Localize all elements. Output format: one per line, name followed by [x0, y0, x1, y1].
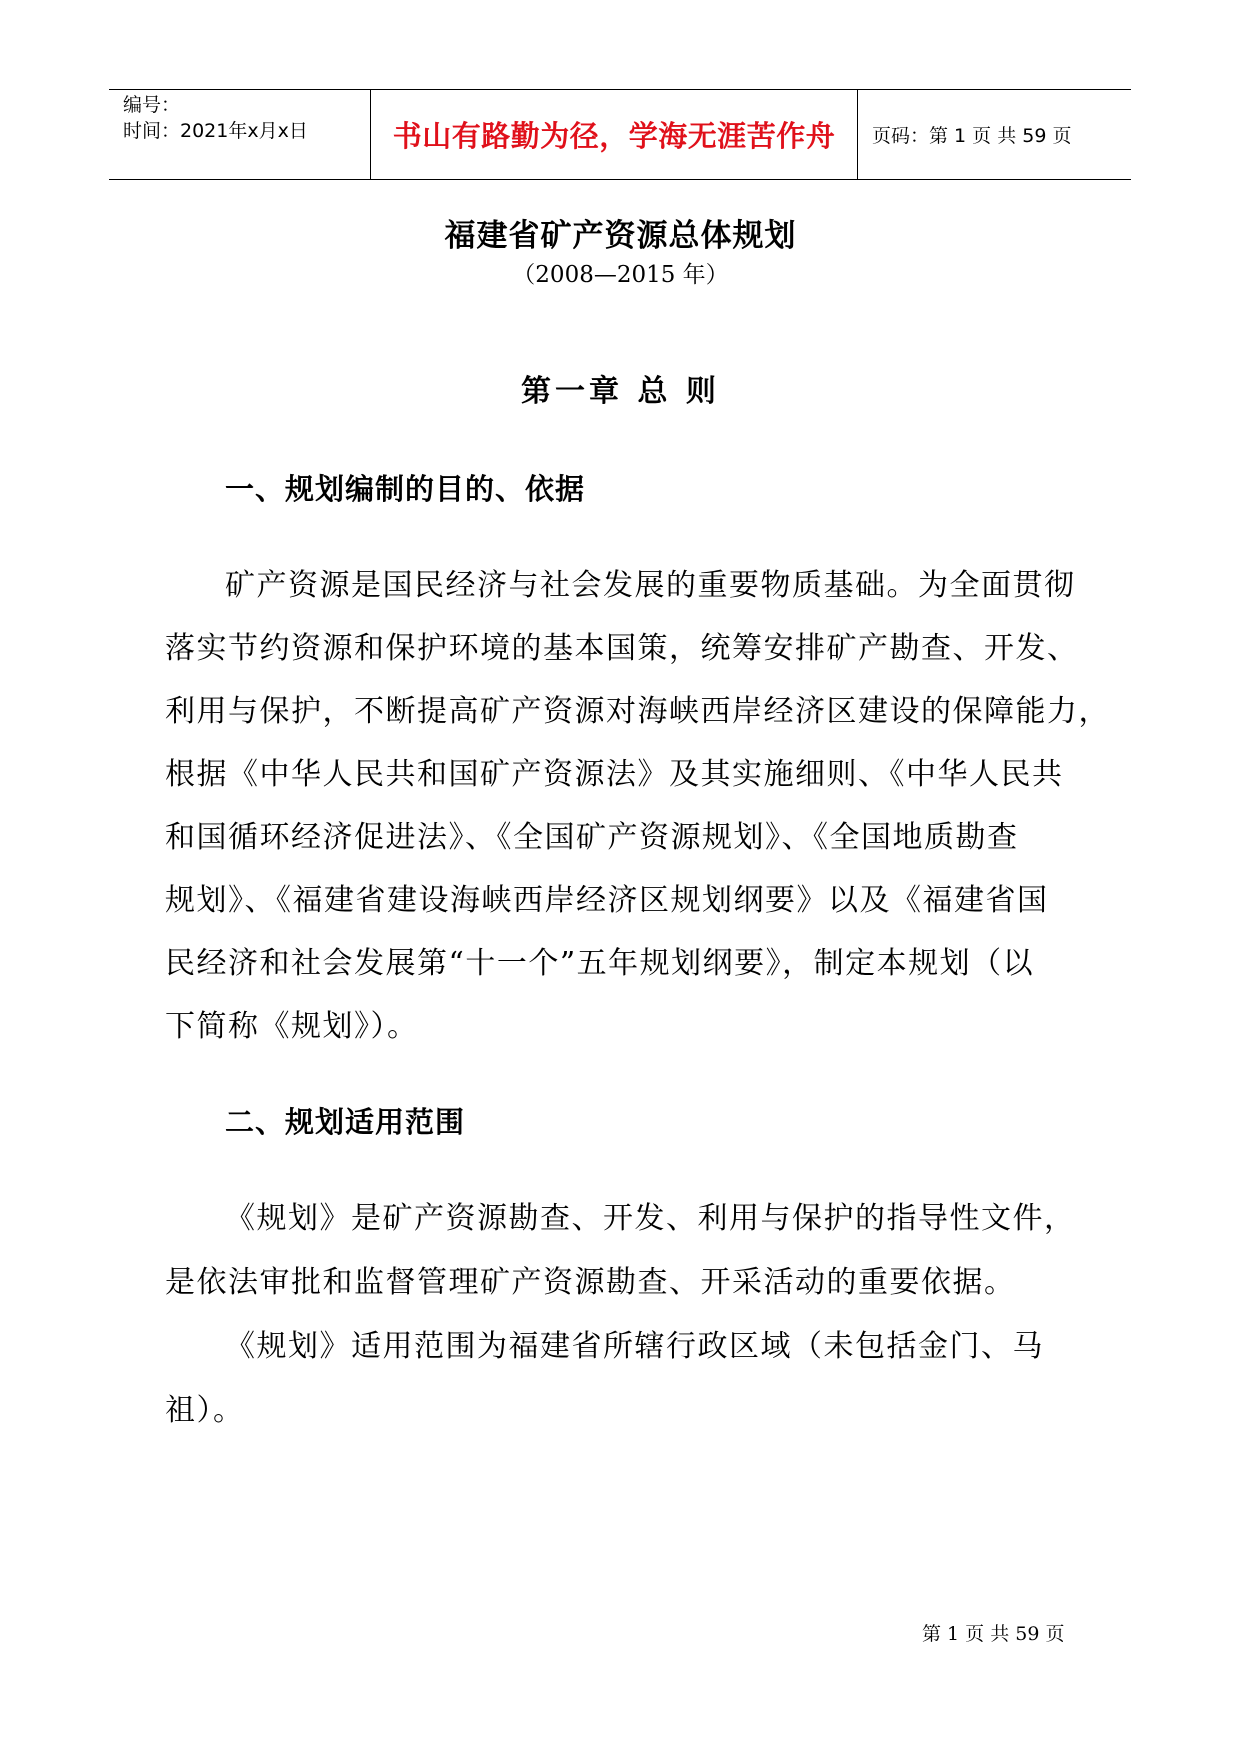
paragraph-line: 根据《中华人民共和国矿产资源法》及其实施细则、《中华人民共 — [165, 757, 1064, 792]
header-page-cell — [858, 90, 1131, 179]
paragraph-line: 下简称《规划》）。 — [165, 1009, 419, 1044]
page-header — [109, 89, 1131, 180]
paragraph-line: 矿产资源是国民经济与社会发展的重要物质基础。为全面贯彻 — [225, 568, 1076, 603]
header-motto: 书山有路勤为径，学海无涯苦作舟 — [392, 119, 836, 153]
header-motto-cell — [371, 90, 858, 179]
document-time-label: 时间：2021年x月x日 — [123, 120, 308, 142]
paragraph-line: 落实节约资源和保护环境的基本国策，统筹安排矿产勘查、开发、 — [165, 631, 1079, 666]
section-heading-1: 一、规划编制的目的、依据 — [225, 472, 586, 506]
paragraph-line: 和国循环经济促进法》、《全国矿产资源规划》、《全国地质勘查 — [165, 820, 1019, 855]
paragraph-line: 民经济和社会发展第“十一个”五年规划纲要》，制定本规划（以 — [165, 946, 1035, 981]
document-number-label: 编号： — [123, 94, 181, 116]
header-page-label: 页码：第 1 页 共 59 页 — [872, 125, 1072, 147]
paragraph-line: 祖）。 — [165, 1393, 245, 1428]
document-title: 福建省矿产资源总体规划 — [444, 218, 797, 254]
chapter-heading: 第一章 总 则 — [521, 374, 720, 409]
paragraph-line: 《规划》适用范围为福建省所辖行政区域（未包括金门、马 — [225, 1329, 1044, 1364]
page-footer: 第 1 页 共 59 页 — [922, 1623, 1065, 1645]
header-meta-cell — [109, 90, 371, 179]
paragraph-line: 是依法审批和监督管理矿产资源勘查、开采活动的重要依据。 — [165, 1265, 1016, 1300]
section-heading-2: 二、规划适用范围 — [225, 1105, 466, 1139]
paragraph-line: 规划》、《福建省建设海峡西岸经济区规划纲要》以及《福建省国 — [165, 883, 1049, 918]
paragraph-line: 利用与保护，不断提高矿产资源对海峡西岸经济区建设的保障能力， — [165, 694, 1110, 729]
document-subtitle: （2008—2015 年） — [512, 262, 729, 288]
paragraph-line: 《规划》是矿产资源勘查、开发、利用与保护的指导性文件， — [225, 1201, 1076, 1236]
